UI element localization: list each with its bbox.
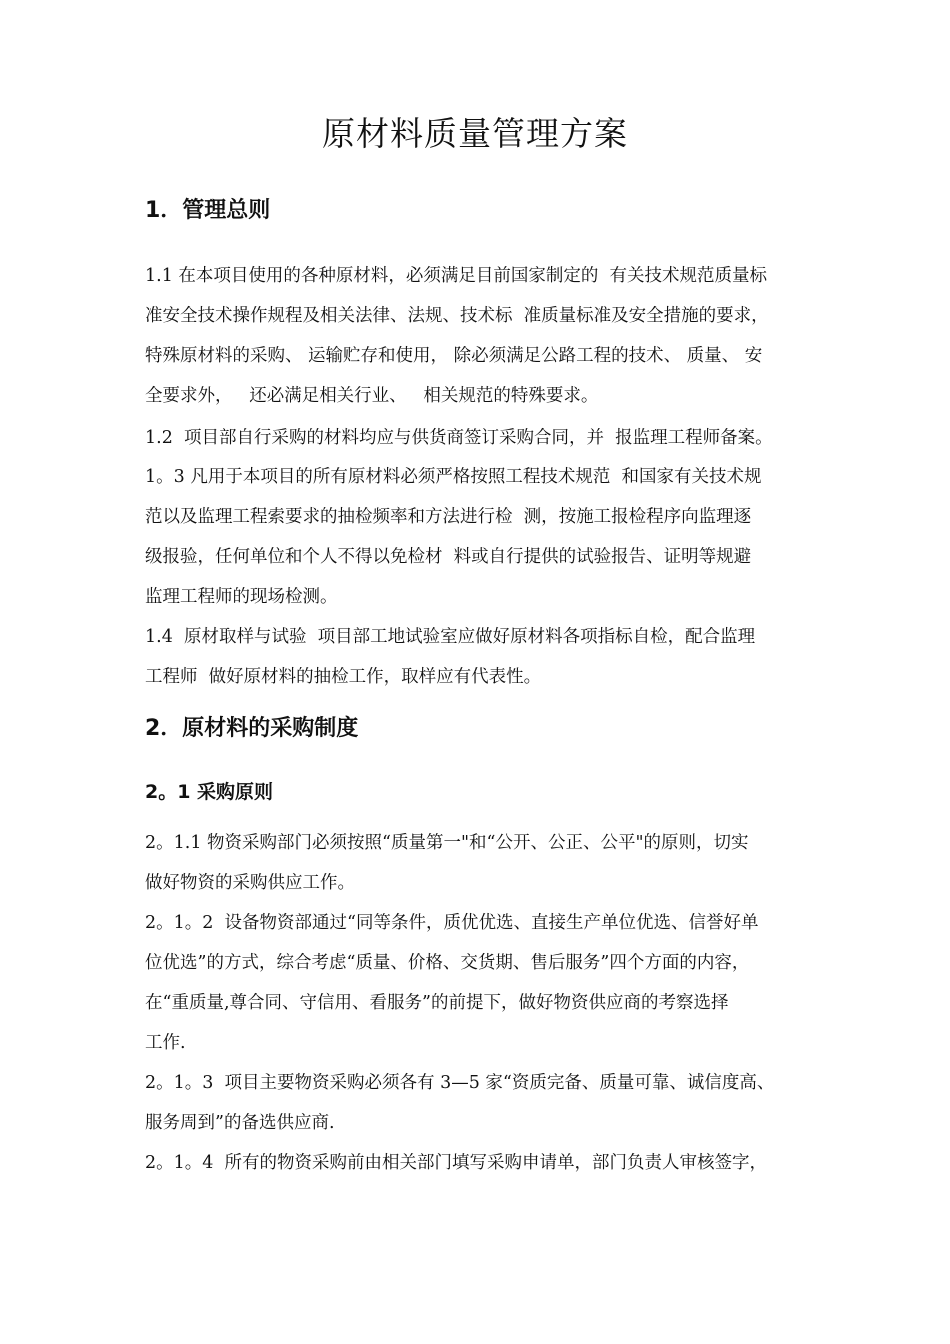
- section-heading-procurement: 2．原材料的采购制度: [145, 716, 359, 741]
- paragraph-line: 范以及监理工程索要求的抽检频率和方法进行检 测，按施工报检程序向监理逐: [145, 507, 752, 527]
- paragraph-line: 1。3 凡用于本项目的所有原材料必须严格按照工程技术规范 和国家有关技术规: [145, 467, 762, 487]
- paragraph-line: 在“重质量,尊合同、守信用、看服务”的前提下，做好物资供应商的考察选择: [145, 993, 729, 1013]
- paragraph-line: 全要求外， 还必满足相关行业、 相关规范的特殊要求。: [145, 386, 599, 406]
- paragraph-line: 准安全技术操作规程及相关法律、法规、技术标 准质量标准及安全措施的要求，: [145, 306, 769, 326]
- document-title: 原材料质量管理方案: [322, 114, 628, 153]
- paragraph-line: 1.2 项目部自行采购的材料均应与供货商签订采购合同，并 报监理工程师备案。: [145, 428, 773, 448]
- paragraph-line: 特殊原材料的采购、 运输贮存和使用， 除必须满足公路工程的技术、 质量、 安: [145, 346, 763, 366]
- paragraph-line: 服务周到”的备选供应商.: [145, 1113, 335, 1133]
- section-heading-general: 1．管理总则: [145, 198, 271, 223]
- paragraph-line: 级报验，任何单位和个人不得以免检材 料或自行提供的试验报告、证明等规避: [145, 547, 752, 567]
- paragraph-line: 工作.: [145, 1033, 186, 1053]
- paragraph-line: 2。1。3 项目主要物资采购必须各有 3—5 家“资质完备、质量可靠、诚信度高、: [145, 1073, 775, 1093]
- paragraph-line: 做好物资的采购供应工作。: [145, 873, 355, 893]
- subsection-heading-principles: 2。1 采购原则: [145, 781, 274, 803]
- paragraph-line: 2。1.1 物资采购部门必须按照“质量第一"和“公开、公正、公平"的原则，切实: [145, 833, 749, 853]
- paragraph-line: 位优选”的方式，综合考虑“质量、价格、交货期、售后服务”四个方面的内容，: [145, 953, 750, 973]
- paragraph-line: 1.4 原材取样与试验 项目部工地试验室应做好原材料各项指标自检，配合监理: [145, 627, 756, 647]
- paragraph-line: 监理工程师的现场检测。: [145, 587, 338, 607]
- paragraph-line: 1.1 在本项目使用的各种原材料，必须满足目前国家制定的 有关技术规范质量标: [145, 266, 768, 286]
- paragraph-line: 2。1。2 设备物资部通过“同等条件，质优优选、直接生产单位优选、信誉好单: [145, 913, 759, 933]
- paragraph-line: 工程师 做好原材料的抽检工作，取样应有代表性。: [145, 667, 542, 687]
- paragraph-line: 2。1。4 所有的物资采购前由相关部门填写采购申请单，部门负责人审核签字，: [145, 1153, 768, 1173]
